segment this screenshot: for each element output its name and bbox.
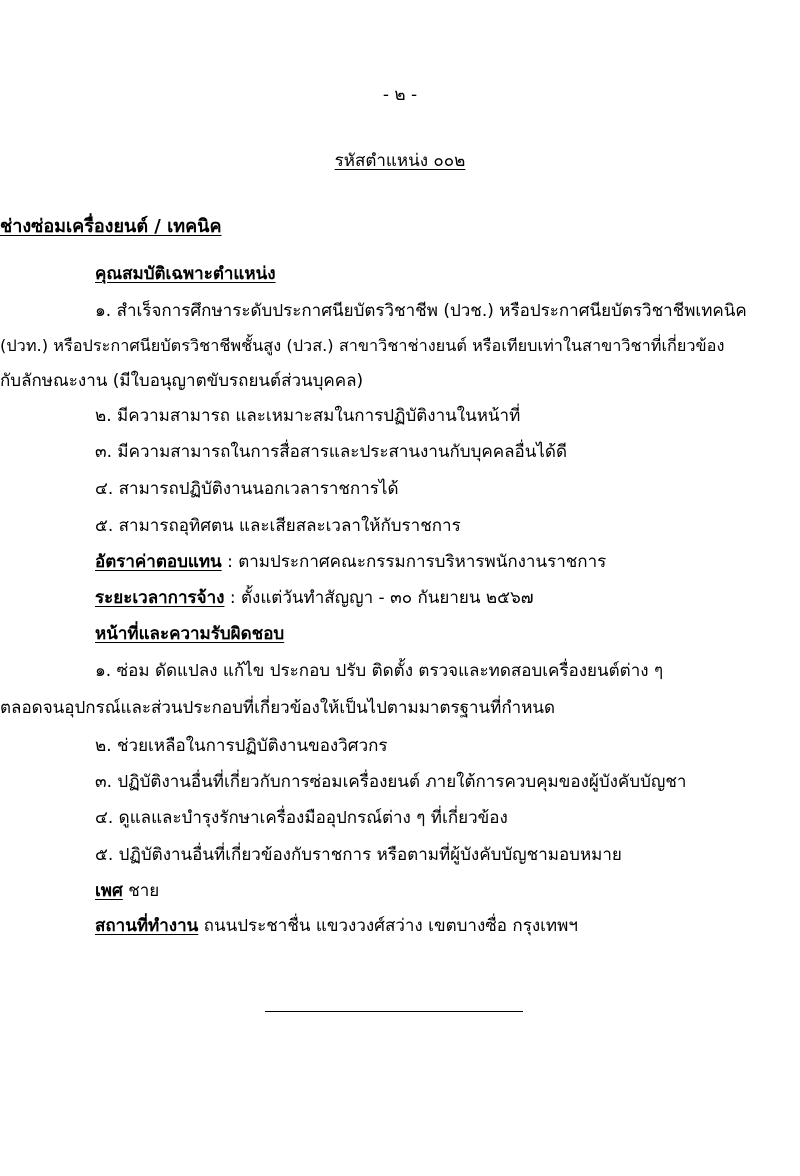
- compensation-row: [95, 550, 606, 574]
- compensation-label: อัตราค่าตอบแทน: [95, 552, 222, 572]
- duty-item-1-line-2: ตลอดจนอุปกรณ์และส่วนประกอบที่เกี่ยวข้องให้เป็นไปตามมาตรฐานที่กำหนด: [0, 698, 556, 718]
- duties-heading: หน้าที่และความรับผิดชอบ: [95, 624, 285, 644]
- qualification-item-5: ๕. สามารถอุทิศตน และเสียสละเวลาให้กับราชการ: [95, 516, 461, 536]
- duty-item-3: ๓. ปฏิบัติงานอื่นที่เกี่ยวกับการซ่อมเครื่องยนต์ ภายใต้การควบคุมของผู้บังคับบัญชา: [95, 772, 687, 792]
- page-number: - ๒ -: [382, 85, 418, 105]
- duty-item-2: ๒. ช่วยเหลือในการปฏิบัติงานของวิศวกร: [95, 736, 388, 756]
- workplace-value: ถนนประชาชื่น แขวงวงศ์สว่าง เขตบางซื่อ กรุงเทพฯ: [198, 916, 578, 936]
- qualification-item-2: ๒. มีความสามารถ และเหมาะสมในการปฏิบัติงานในหน้าที่: [95, 406, 521, 426]
- gender-label: เพศ: [95, 881, 123, 901]
- gender-value: ชาย: [122, 881, 160, 901]
- qualification-item-1-line-1: ๑. สำเร็จการศึกษาระดับประกาศนียบัตรวิชาชีพ (ปวช.) หรือประกาศนียบัตรวิชาชีพเทคนิค: [95, 301, 747, 321]
- qualification-item-3: ๓. มีความสามารถในการสื่อสารและประสานงานกับบุคคลอื่นได้ดี: [95, 442, 567, 462]
- employment-period-value: : ตั้งแต่วันทำสัญญา - ๓๐ กันยายน ๒๕๖๗: [224, 588, 534, 608]
- qualification-item-1-line-2: (ปวท.) หรือประกาศนียบัตรวิชาชีพชั้นสูง (ปวส.) สาขาวิชาช่างยนต์ หรือเทียบเท่าในสาขาวิชาที่เกี่ยวข้อง: [0, 336, 725, 355]
- qualifications-heading: คุณสมบัติเฉพาะตำแหน่ง: [95, 264, 276, 284]
- qualification-item-1-line-3: กับลักษณะงาน (มีใบอนุญาตขับรถยนต์ส่วนบุคคล): [0, 371, 364, 391]
- duty-item-5: ๕. ปฏิบัติงานอื่นที่เกี่ยวข้องกับราชการ หรือตามที่ผู้บังคับบัญชามอบหมาย: [95, 845, 622, 865]
- gender-row: [95, 879, 159, 903]
- position-code: รหัสตำแหน่ง ๐๐๒: [334, 151, 466, 171]
- duty-item-4: ๔. ดูแลและบำรุงรักษาเครื่องมืออุปกรณ์ต่าง ๆ ที่เกี่ยวข้อง: [95, 808, 508, 828]
- workplace-row: [95, 914, 578, 938]
- position-title: ช่างซ่อมเครื่องยนต์ / เทคนิค: [0, 216, 222, 237]
- end-divider-line: [265, 1011, 523, 1012]
- employment-period-label: ระยะเวลาการจ้าง: [95, 588, 225, 608]
- qualification-item-4: ๔. สามารถปฏิบัติงานนอกเวลาราชการได้: [95, 479, 399, 499]
- employment-period-row: [95, 586, 534, 610]
- workplace-label: สถานที่ทำงาน: [95, 916, 199, 936]
- duty-item-1-line-1: ๑. ซ่อม ดัดแปลง แก้ไข ประกอบ ปรับ ติดตั้ง ตรวจและทดสอบเครื่องยนต์ต่าง ๆ: [95, 661, 664, 681]
- compensation-value: : ตามประกาศคณะกรรมการบริหารพนักงานราชการ: [221, 552, 607, 572]
